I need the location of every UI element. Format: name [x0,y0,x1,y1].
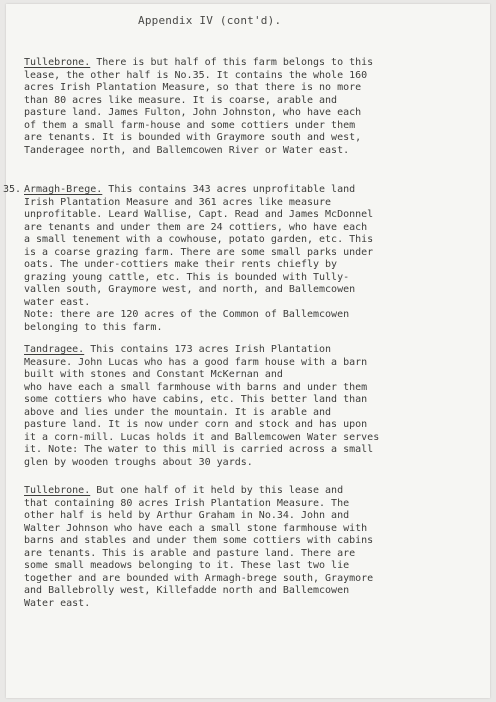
section-line: are tenants and under them are 24 cottiers, who have each [24,221,368,233]
section-line: Tanderagee north, and Ballemcowen River or Water east. [24,144,350,156]
section-line: oats. The under-cottiers make their rents chiefly by [24,259,338,270]
section-line: unprofitable. Leard Wallise, Capt. Read and James McDonnel [24,209,374,220]
section-line: above and lies under the mountain. It is arable and [24,406,332,418]
section-line: Tandragee. This contains 173 acres Irish Plantation [24,344,332,355]
section-number: 35. [3,184,22,195]
section-line: Water east. [24,597,91,609]
section-line: are tenants. This is arable and pasture land. There are [24,547,356,559]
section-line: some cottiers who have cabins, etc. This better land than [24,394,368,405]
section-line: pasture land. It is now under corn and stock and has upon [24,419,368,430]
section-line: other half is held by Arthur Graham in No.34. John and [24,510,350,521]
section-line: and Ballebrolly west, Killefadde north and Ballemcowen [24,585,350,596]
section-line: than 80 acres like measure. It is coarse, arable and [24,94,338,106]
section-line: water east. [24,296,91,308]
section-heading: Tullebrone. [24,57,91,68]
section-line: a small tenement with a cowhouse, potato garden, etc. This [24,234,374,245]
section-line: vallen south, Graymore west, and north, and Ballemcowen [24,284,356,295]
section-line: is a coarse grazing farm. There are some small parks under [24,246,374,258]
section-line: who have each a small farmhouse with barns and under them [24,381,368,393]
section-line: grazing young cattle, etc. This is bounded with Tully- [24,271,350,283]
section-line: pasture land. James Fulton, John Johnston, who have each [24,107,362,118]
section-heading: Tullebrone. [24,485,91,496]
section-line: Walter Johnson who have each a small stone farmhouse with [24,522,368,534]
section-line: that containing 80 acres Irish Plantation Measure. The [24,497,350,509]
section-line: it. Note: The water to this mill is carried across a small [24,444,374,455]
section-line: barns and stables and under them some cottiers with cabins [24,535,374,546]
section-line: Measure. John Lucas who has a good farm house with a barn [24,356,368,368]
section-line: some small meadows belonging to it. These last two lie [24,560,350,571]
section-line: Note: there are 120 acres of the Common of Ballemcowen [24,309,350,320]
section-line: acres Irish Plantation Measure, so that there is no more [24,82,362,93]
document-page [3,4,490,698]
section-line: belonging to this farm. [24,321,163,333]
section-tullebrone-2 [24,485,373,610]
section-armagh-brege [24,184,373,334]
section-tullebrone-1 [24,57,373,157]
page-title: Appendix IV (cont'd). [138,14,282,27]
section-line: together and are bounded with Armagh-brege south, Graymore [24,572,374,584]
section-tandragee [24,344,379,469]
section-line: Tullebrone. There is but half of this farm belongs to this [24,57,374,68]
section-line: are tenants. It is bounded with Graymore south and west, [24,132,362,143]
section-line: Armagh-Brege. This contains 343 acres unprofitable land [24,184,356,195]
section-line: glen by wooden troughs about 30 yards. [24,456,253,468]
section-heading: Tandragee. [24,344,85,355]
section-heading: Armagh-Brege. [24,184,103,195]
section-line: Tullebrone. But one half of it held by this lease and [24,485,344,496]
section-line: of them a small farm-house and some cottiers under them [24,119,356,131]
section-line: lease, the other half is No.35. It contains the whole 160 [24,69,368,81]
section-line: Irish Plantation Measure and 361 acres like measure [24,196,332,208]
section-line: it a corn-mill. Lucas holds it and Ballemcowen Water serves [24,431,380,443]
section-line: built with stones and Constant McKernan and [24,369,283,380]
